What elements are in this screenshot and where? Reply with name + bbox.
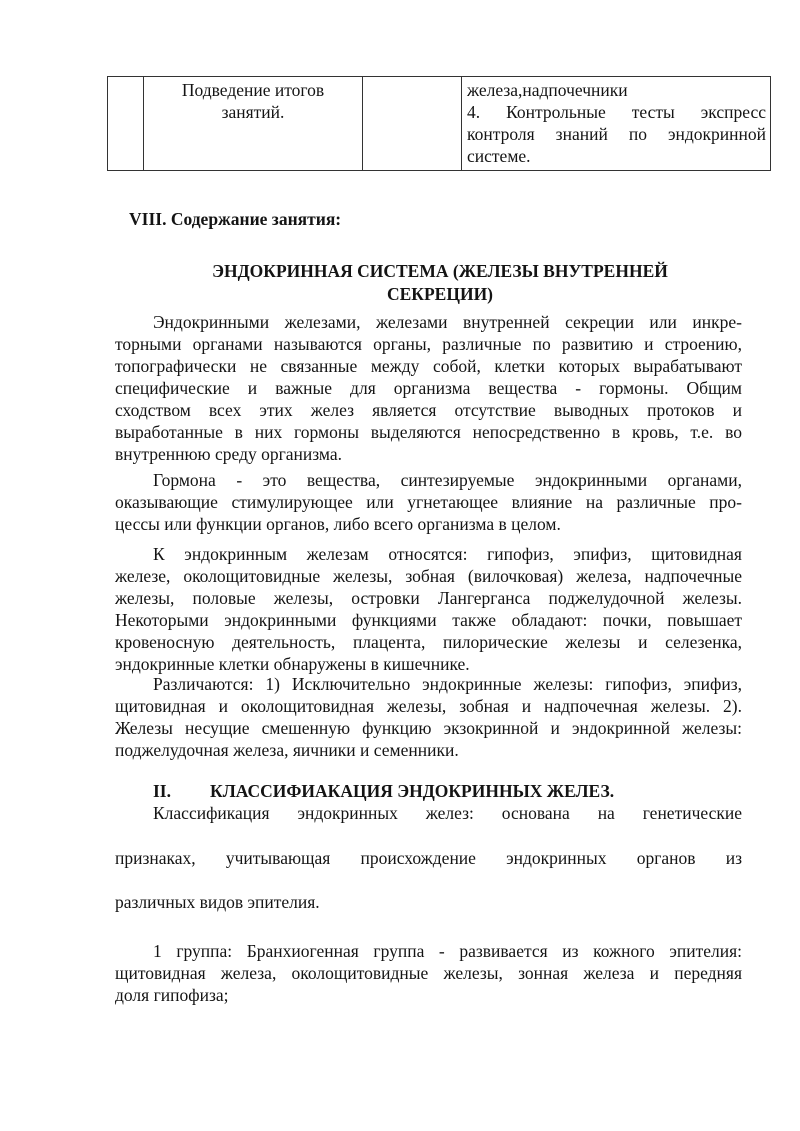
text-line: торными органами называются органы, различные по развитию и строению, <box>115 334 742 354</box>
text-line: К эндокринным железам относятся: гипофиз, эпифиз, щитовидная <box>153 544 742 564</box>
text-line: доля гипофиза; <box>115 985 229 1005</box>
text-line: цессы или функции органов, либо всего организма в целом. <box>115 514 561 534</box>
classification-heading <box>153 780 614 802</box>
table-cell-number <box>108 77 144 171</box>
heading-period: . <box>609 781 615 801</box>
classification-text <box>115 891 742 913</box>
text-line: Железы несущие смешенную функцию экзокринной и эндокринной железы: <box>115 718 742 738</box>
paragraph-hormones <box>115 469 742 535</box>
text-line: топографически не связанные между собой, клетки которых вырабатывают <box>115 356 742 376</box>
text-line: поджелудочная железа, яичники и семенники. <box>115 740 459 760</box>
text-line: признаках, учитывающая происхождение эндокринных органов из <box>115 848 742 868</box>
paragraph-gland-list <box>115 543 742 675</box>
text-line: щитовидная и околощитовидная железы, зобная и надпочечная железы. 2). <box>115 696 742 716</box>
text-line: выработанные в них гормоны выделяются непосредственно в кровь, т.е. во <box>115 422 742 442</box>
materials-line: 4. Контрольные тесты экспресс <box>467 102 766 122</box>
text-line: железы, половые железы, островки Лангерганса поджелудочной железы. <box>115 588 742 608</box>
lesson-plan-table <box>107 76 771 171</box>
stage-line: занятий. <box>221 102 285 122</box>
text-line: Гормона - это вещества, синтезируемые эндокринными органами, <box>153 470 742 490</box>
section-heading: VIII. Содержание занятия: <box>129 209 342 229</box>
table-cell-stage <box>144 77 363 171</box>
paragraph-group-1 <box>115 940 742 1006</box>
text-line: эндокринные клетки обнаружены в кишечнике. <box>115 654 470 674</box>
table-row <box>108 77 771 171</box>
text-line: внутреннюю среду организма. <box>115 444 343 464</box>
text-line: Классификация эндокринных желез: основана на генетические <box>153 803 742 823</box>
text-line: Эндокринными железами, железами внутренней секреции или инкре- <box>153 312 742 332</box>
classification-text <box>115 802 742 824</box>
table-cell-time <box>363 77 462 171</box>
paragraph-definition <box>115 311 742 465</box>
paragraph-distinction <box>115 673 742 761</box>
text-line: железе, околощитовидные железы, зобная (вилочковая) железа, надпочечные <box>115 566 742 586</box>
section-number: II. <box>153 781 171 801</box>
classification-title: КЛАССИФИАКАЦИЯ ЭНДОКРИННЫХ ЖЕЛЕЗ <box>210 781 610 801</box>
text-line: 1 группа: Бранхиогенная группа - развивается из кожного эпителия: <box>153 941 742 961</box>
text-line: оказывающие стимулирующее или угнетающее влияние на различные про- <box>115 492 742 512</box>
title-line: СЕКРЕЦИИ) <box>386 284 494 304</box>
materials-line: системе. <box>467 146 531 166</box>
text-line: специфические и важные для организма вещества - гормоны. Общим <box>115 378 742 398</box>
text-line: Различаются: 1) Исключительно эндокринные железы: гипофиз, эпифиз, <box>153 674 742 694</box>
table-cell-materials <box>462 77 771 171</box>
text-line: различных видов эпителия. <box>115 892 320 912</box>
classification-text <box>115 847 742 869</box>
page-title <box>160 260 720 306</box>
text-line: щитовидная железа, околощитовидные железы, зонная железа и передняя <box>115 963 742 983</box>
materials-line: контроля знаний по эндокринной <box>467 124 766 144</box>
text-line: кровеносную деятельность, плацента, пилорические железы и селезенка, <box>115 632 742 652</box>
text-line: Некоторыми эндокринными функциями также обладают: почки, повышает <box>115 610 742 630</box>
title-line: ЭНДОКРИННАЯ СИСТЕМА (ЖЕЛЕЗЫ ВНУТРЕННЕЙ <box>212 261 668 281</box>
materials-line: железа,надпочечники <box>467 80 628 100</box>
stage-line: Подведение итогов <box>181 80 325 100</box>
text-line: сходством всех этих желез является отсутствие выводных протоков и <box>115 400 742 420</box>
